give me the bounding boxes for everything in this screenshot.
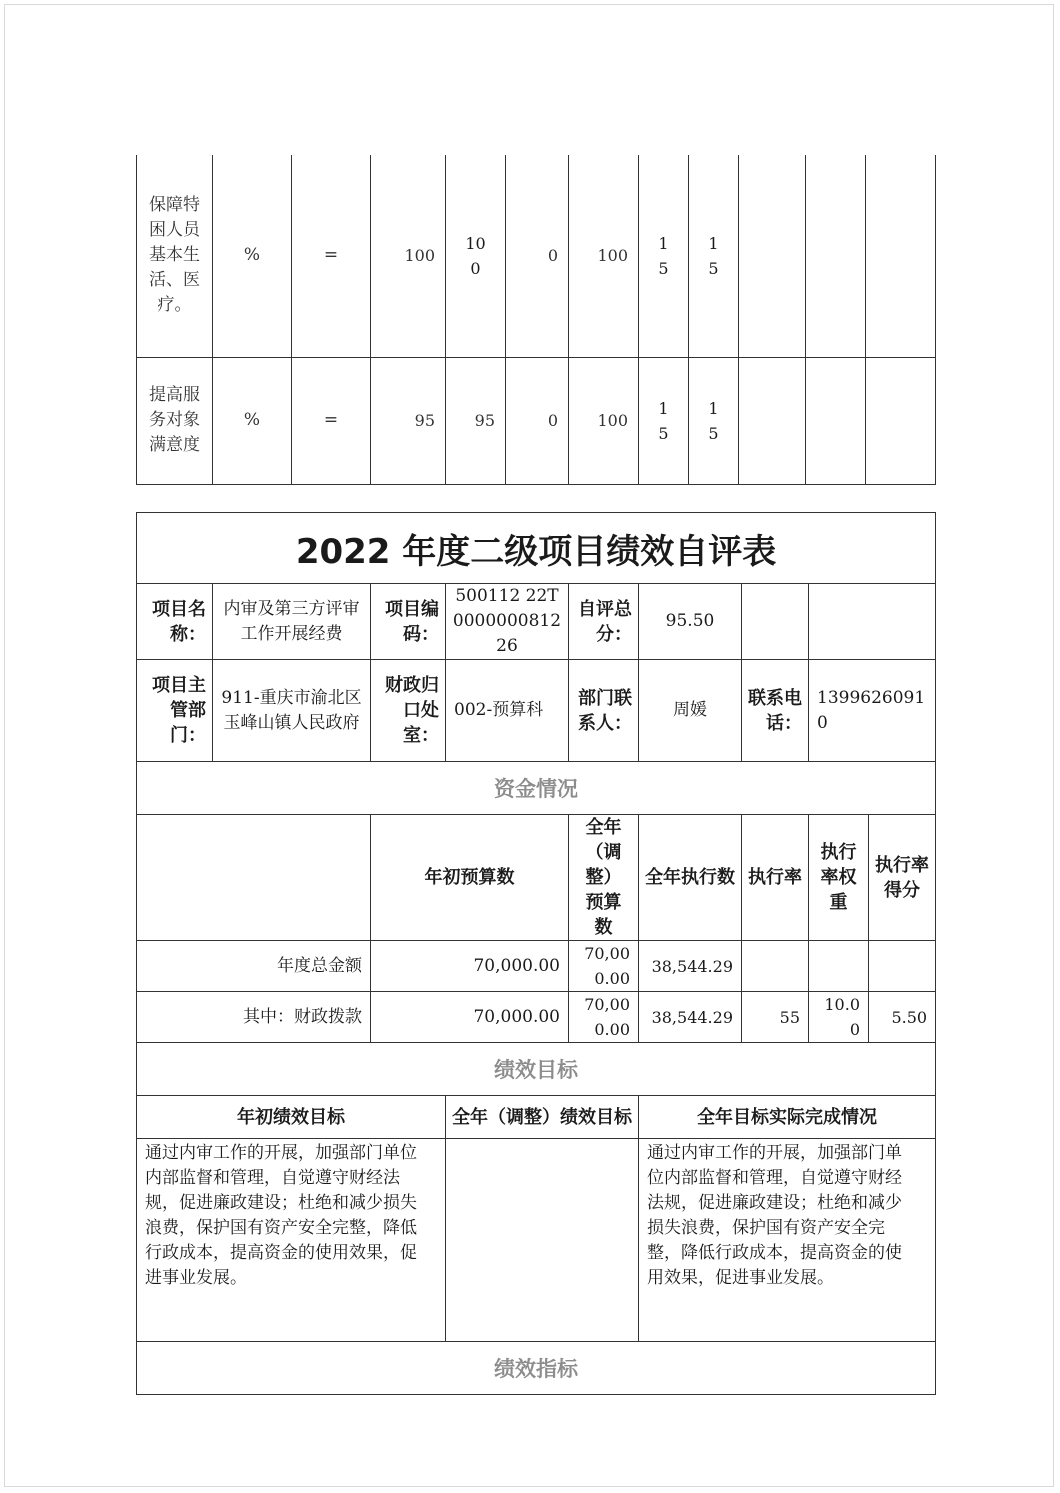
funds-header-score: 执行率得分 (869, 815, 936, 941)
funds-section-heading: 资金情况 (137, 762, 936, 815)
goal-actual-text: 通过内审工作的开展，加强部门单位内部监督和管理，自觉遵守财经法规，促进廉政建设；杜绝和减少损失浪费，保护国有资产安全完整，降低行政成本，提高资金的使用效果，促进事业发展。 (639, 1139, 936, 1342)
funds-score: 5.50 (869, 992, 936, 1043)
project-info-row (137, 584, 936, 660)
empty-cell (739, 155, 806, 357)
indicator-name: 保障特困人员基本生活、医疗。 (137, 155, 213, 357)
goals-section-heading: 绩效目标 (137, 1043, 936, 1096)
funds-adjusted: 70,000.00 (569, 941, 639, 992)
funds-header-row (137, 815, 936, 941)
empty-cell (866, 155, 936, 357)
project-name: 内审及第三方评审工作开展经费 (213, 584, 371, 660)
indicator-actual: 100 (569, 155, 639, 357)
goal-initial-text: 通过内审工作的开展，加强部门单位内部监督和管理，自觉遵守财经法规，促进廉政建设；杜绝和减少损失浪费，保护国有资产安全完整，降低行政成本，提高资金的使用效果，促进事业发展。 (137, 1139, 446, 1342)
indicator-score: 1 5 (689, 155, 739, 357)
goals-header-initial: 年初绩效目标 (137, 1096, 446, 1139)
indicator-row (137, 357, 936, 484)
funds-row-label: 其中：财政拨款 (137, 992, 371, 1043)
funds-executed: 38,544.29 (639, 992, 742, 1043)
funds-rate: 55 (742, 992, 809, 1043)
project-code-label: 项目编码： (371, 584, 446, 660)
funds-header-weight: 执行率权重 (809, 815, 869, 941)
empty-cell (742, 584, 809, 660)
indicator-actual: 100 (569, 357, 639, 484)
page-title: 2022 年度二级项目绩效自评表 (137, 513, 936, 584)
funds-row-label: 年度总金额 (137, 941, 371, 992)
self-evaluation-table (136, 512, 936, 1395)
phone-number: 13996260910 (809, 660, 936, 762)
empty-cell (739, 357, 806, 484)
self-score: 95.50 (639, 584, 742, 660)
funds-adjusted: 70,000.00 (569, 992, 639, 1043)
funds-weight: 10.00 (809, 992, 869, 1043)
indicator-table-continued (136, 155, 936, 485)
finance-office-label: 财政归口处室： (371, 660, 446, 762)
funds-row (137, 992, 936, 1043)
funds-rate (742, 941, 809, 992)
empty-cell (809, 584, 936, 660)
self-score-label: 自评总分： (569, 584, 639, 660)
goals-header-actual: 全年目标实际完成情况 (639, 1096, 936, 1139)
funds-score (869, 941, 936, 992)
funds-row (137, 941, 936, 992)
funds-weight (809, 941, 869, 992)
funds-initial: 70,000.00 (371, 992, 569, 1043)
indicator-name: 提高服务对象满意度 (137, 357, 213, 484)
project-code: 500112 22T000000081226 (446, 584, 569, 660)
contact-label: 部门联系人： (569, 660, 639, 762)
funds-header-initial: 年初预算数 (371, 815, 569, 941)
indicator-score: 1 5 (689, 357, 739, 484)
indicator-zero: 0 (506, 155, 569, 357)
phone-label: 联系电话： (742, 660, 809, 762)
goal-adjusted-text (446, 1139, 639, 1342)
indicator-unit: % (213, 155, 292, 357)
contact-person: 周媛 (639, 660, 742, 762)
department-info-row (137, 660, 936, 762)
indicator-weight: 1 5 (639, 357, 689, 484)
department-label: 项目主管部门： (137, 660, 213, 762)
goals-header-adjusted: 全年（调整）绩效目标 (446, 1096, 639, 1139)
project-name-label: 项目名称： (137, 584, 213, 660)
funds-header-rate: 执行率 (742, 815, 809, 941)
funds-initial: 70,000.00 (371, 941, 569, 992)
finance-office: 002-预算科 (446, 660, 569, 762)
indicator-weight: 1 5 (639, 155, 689, 357)
indicators-section-heading: 绩效指标 (137, 1342, 936, 1395)
empty-cell (137, 815, 371, 941)
indicator-operator: = (292, 155, 371, 357)
goals-header-row (137, 1096, 936, 1139)
indicator-target: 100 (371, 155, 446, 357)
indicator-target: 95 (371, 357, 446, 484)
funds-header-executed: 全年执行数 (639, 815, 742, 941)
funds-executed: 38,544.29 (639, 941, 742, 992)
goals-content-row (137, 1139, 936, 1342)
empty-cell (806, 155, 866, 357)
indicator-adjusted: 95 (446, 357, 506, 484)
empty-cell (806, 357, 866, 484)
empty-cell (866, 357, 936, 484)
department: 911-重庆市渝北区玉峰山镇人民政府 (213, 660, 371, 762)
indicator-unit: % (213, 357, 292, 484)
indicator-operator: = (292, 357, 371, 484)
indicator-row (137, 155, 936, 357)
funds-header-adjusted: 全年（调整）预算数 (569, 815, 639, 941)
indicator-zero: 0 (506, 357, 569, 484)
indicator-adjusted: 10 0 (446, 155, 506, 357)
